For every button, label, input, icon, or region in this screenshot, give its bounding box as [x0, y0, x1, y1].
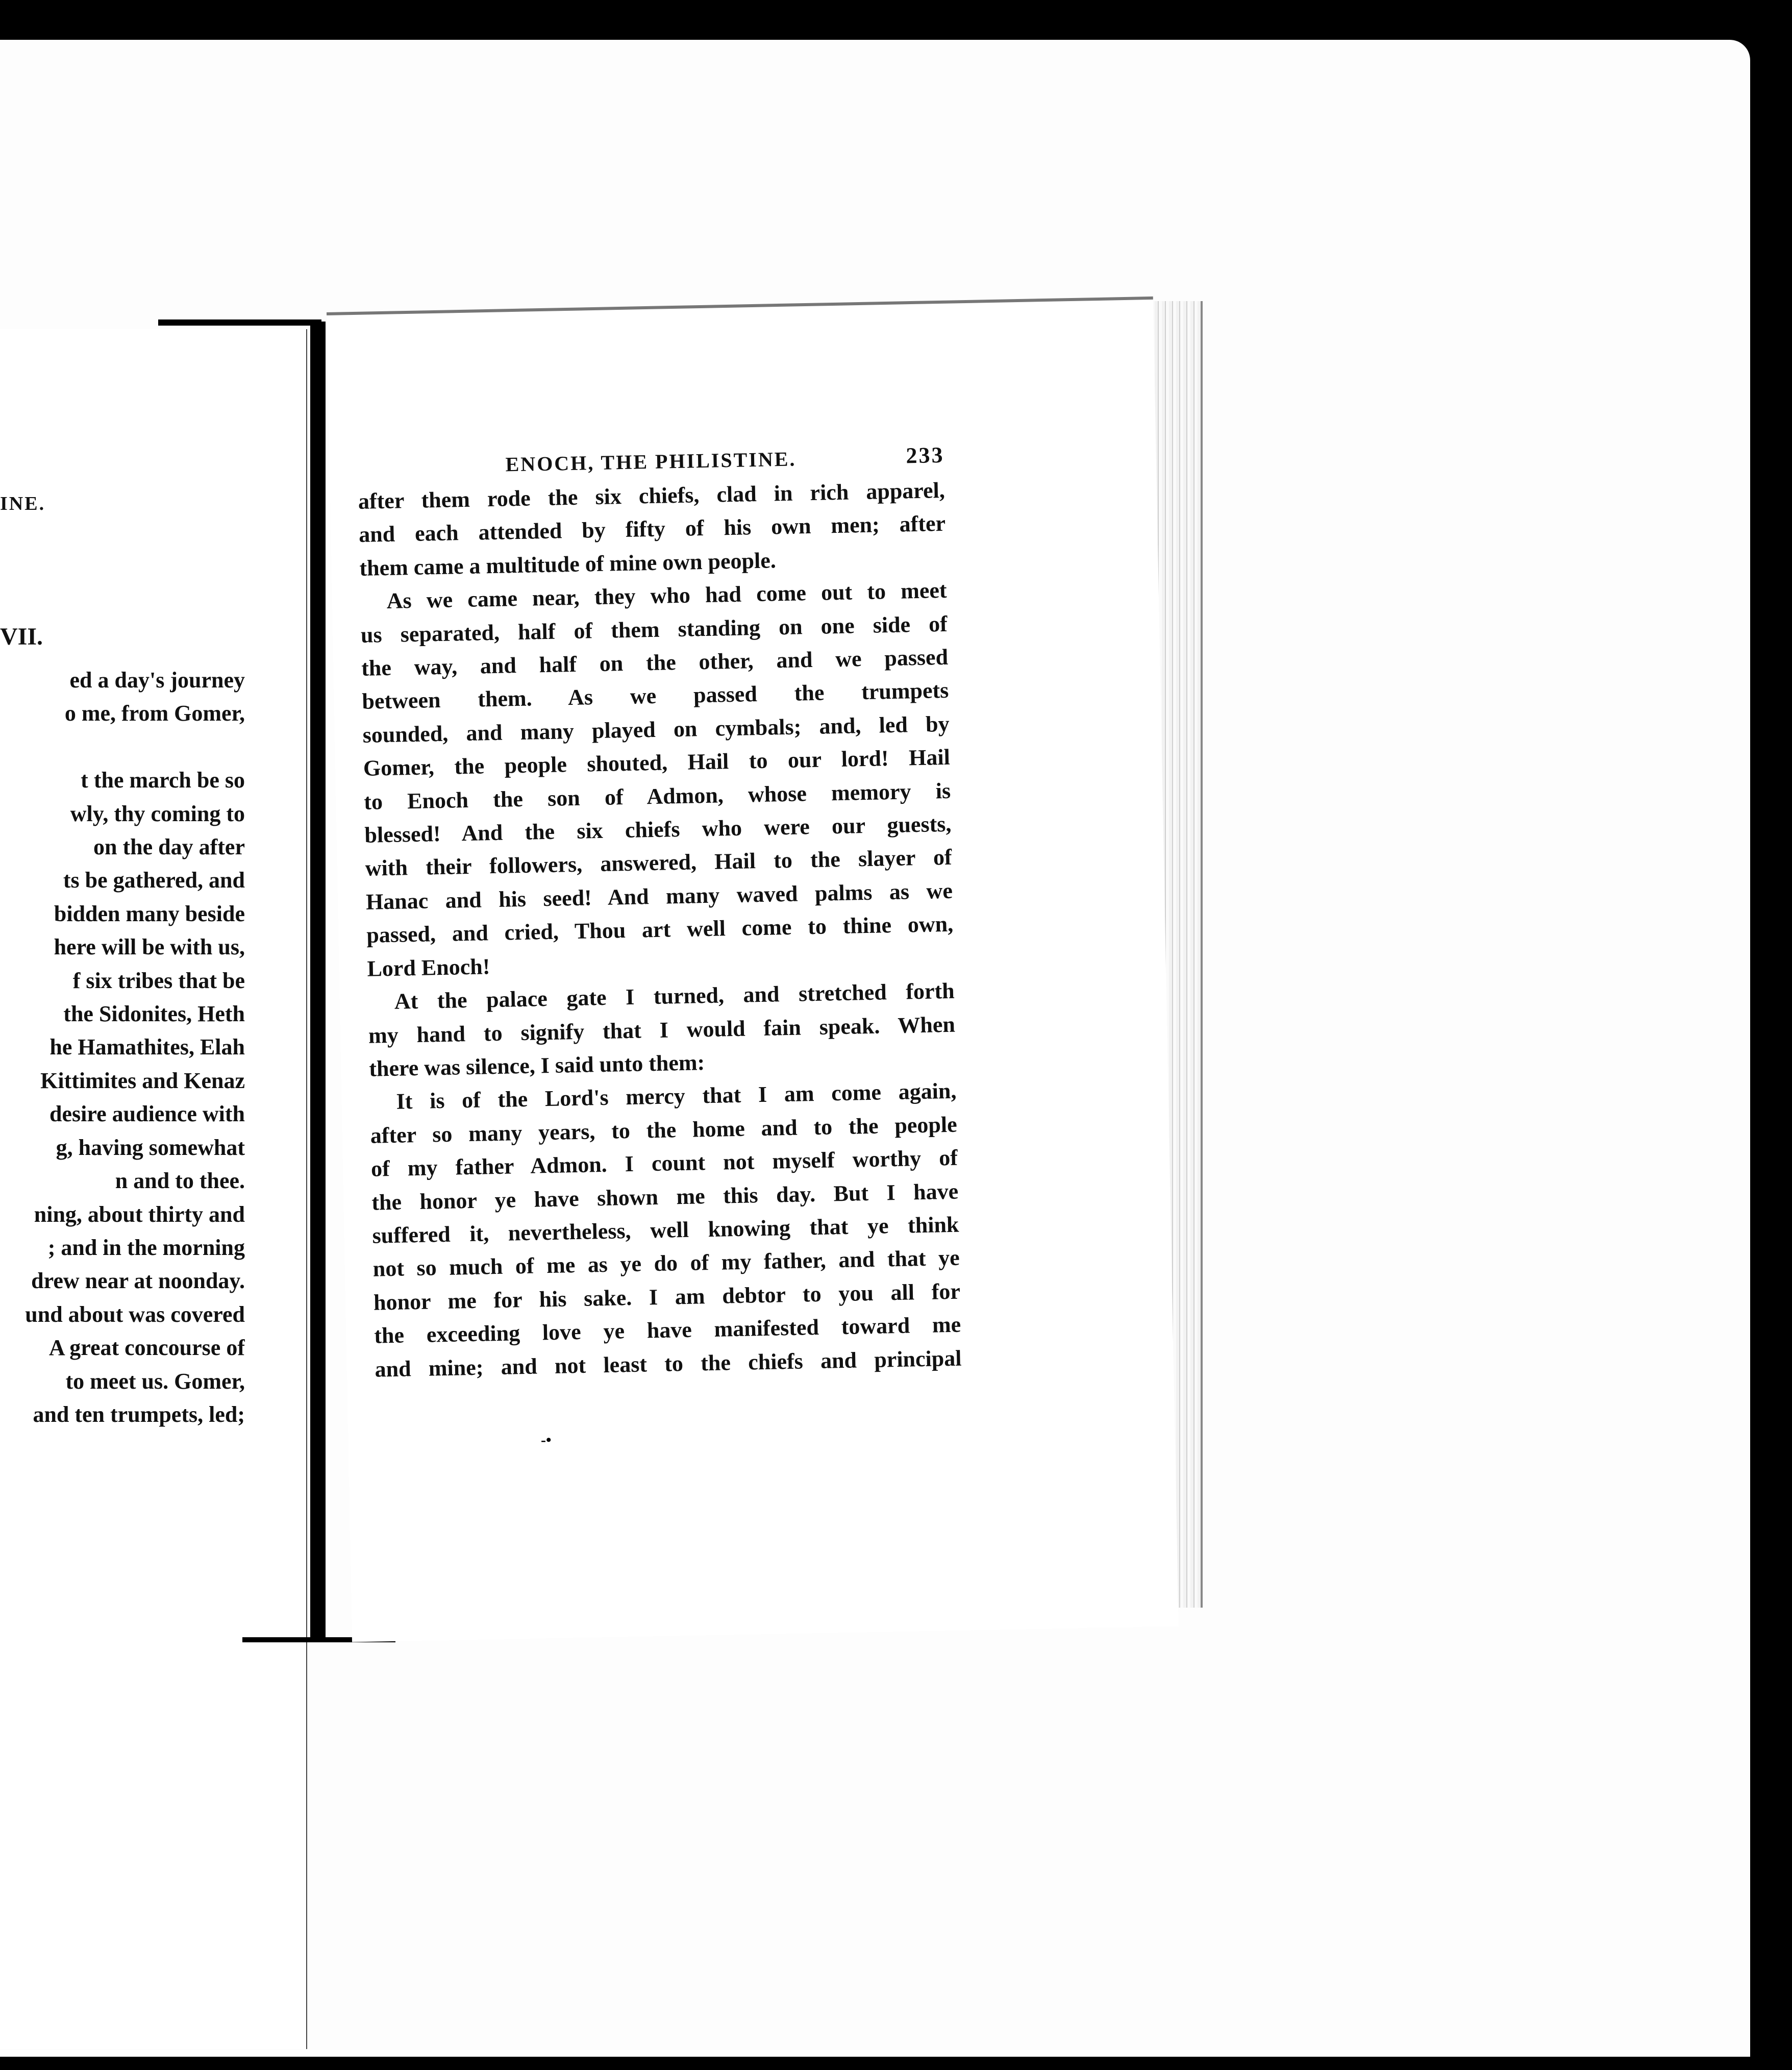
text-line: Lord Enoch! — [367, 953, 490, 981]
left-text-line: t the march be so — [81, 768, 245, 793]
left-text-line: ed a day's journey — [69, 668, 245, 693]
left-text-line: ts be gathered, and — [63, 868, 245, 893]
footer-ornament: -• — [541, 1432, 552, 1448]
text-line: and mine; and not least to the chiefs and principal — [375, 1345, 962, 1382]
left-running-head: INE. — [0, 493, 46, 514]
text-line: the exceeding love ye have manifested toward me — [374, 1312, 961, 1348]
body-text — [358, 474, 962, 1386]
left-text-line: ning, about thirty and — [34, 1201, 245, 1227]
text-line: after them rode the six chiefs, clad in rich apparel, — [358, 477, 945, 514]
text-line: passed, and cried, Thou art well come to thine own, — [366, 911, 954, 948]
text-line: them came a multitude of mine own people. — [359, 548, 777, 581]
page-number: 233 — [905, 442, 944, 469]
left-text-line: desire audience with — [49, 1101, 245, 1127]
text-line: not so much of me as ye do of my father, and that ye — [372, 1245, 960, 1282]
left-text-line: and ten trumpets, led; — [33, 1401, 245, 1427]
left-text-line: und about was covered — [25, 1301, 245, 1327]
text-line: Gomer, the people shouted, Hail to our lord! Hail — [363, 745, 951, 781]
text-line: At the palace gate I turned, and stretched forth — [394, 978, 955, 1014]
text-line: the way, and half on the other, and we passed — [361, 644, 949, 681]
scan-border-right — [1750, 0, 1792, 2070]
scan-border-top — [0, 0, 1792, 40]
text-line: to Enoch the son of Admon, whose memory is — [363, 778, 951, 815]
left-text-line: A great concourse of — [48, 1335, 245, 1361]
text-line: with their followers, answered, Hail to the slayer of — [365, 845, 953, 881]
text-line: and each attended by fifty of his own men; after — [358, 511, 946, 548]
running-head-title: ENOCH, THE PHILISTINE. — [505, 447, 797, 476]
text-line: sounded, and many played on cymbals; and, led by — [362, 711, 950, 748]
text-line: It is of the Lord's mercy that I am come again, — [396, 1078, 957, 1115]
text-line: As we came near, they who had come out to meet — [386, 578, 947, 614]
book-spine-gutter — [310, 322, 326, 1641]
text-line: us separated, half of them standing on one side of — [360, 611, 948, 648]
left-text-line: f six tribes that be — [72, 968, 245, 993]
right-page-content — [357, 438, 962, 1386]
left-text-line: to meet us. Gomer, — [65, 1368, 245, 1394]
left-text-line: o me, from Gomer, — [64, 701, 245, 726]
left-text-line: n and to thee. — [115, 1168, 245, 1194]
left-page-text — [0, 663, 245, 1431]
text-line: after so many years, to the home and to the people — [370, 1112, 958, 1148]
left-text-line: Kittimites and Kenaz — [40, 1068, 245, 1093]
left-text-line: bidden many beside — [54, 901, 245, 926]
left-text-line: g, having somewhat — [56, 1135, 245, 1160]
left-text-line: drew near at noonday. — [31, 1268, 245, 1294]
text-line: between them. As we passed the trumpets — [362, 678, 949, 714]
text-line: of my father Admon. I count not myself worthy of — [370, 1145, 958, 1181]
text-line: my hand to signify that I would fain speak. When — [368, 1012, 956, 1048]
left-text-line: here will be with us, — [54, 934, 245, 960]
left-text-line: wly, thy coming to — [70, 801, 245, 826]
text-line: Hanac and his seed! And many waved palms as we — [365, 878, 953, 915]
text-line: honor me for his sake. I am debtor to you all for — [373, 1278, 961, 1315]
left-text-line: the Sidonites, Heth — [63, 1001, 245, 1027]
left-chapter-heading: VII. — [0, 623, 43, 650]
left-text-line: on the day after — [93, 834, 245, 860]
text-line: blessed! And the six chiefs who were our guests, — [364, 811, 952, 848]
left-text-line — [0, 730, 245, 763]
text-line: the honor ye have shown me this day. But I have — [371, 1178, 959, 1215]
scan-border-bottom — [0, 2057, 1792, 2070]
text-line: suffered it, nevertheless, well knowing that ye think — [372, 1212, 959, 1248]
text-line: there was silence, I said unto them: — [368, 1050, 705, 1081]
left-text-line: ; and in the morning — [47, 1235, 245, 1260]
left-text-line: he Hamathites, Elah — [49, 1034, 245, 1060]
left-page-top-edge — [158, 319, 321, 326]
